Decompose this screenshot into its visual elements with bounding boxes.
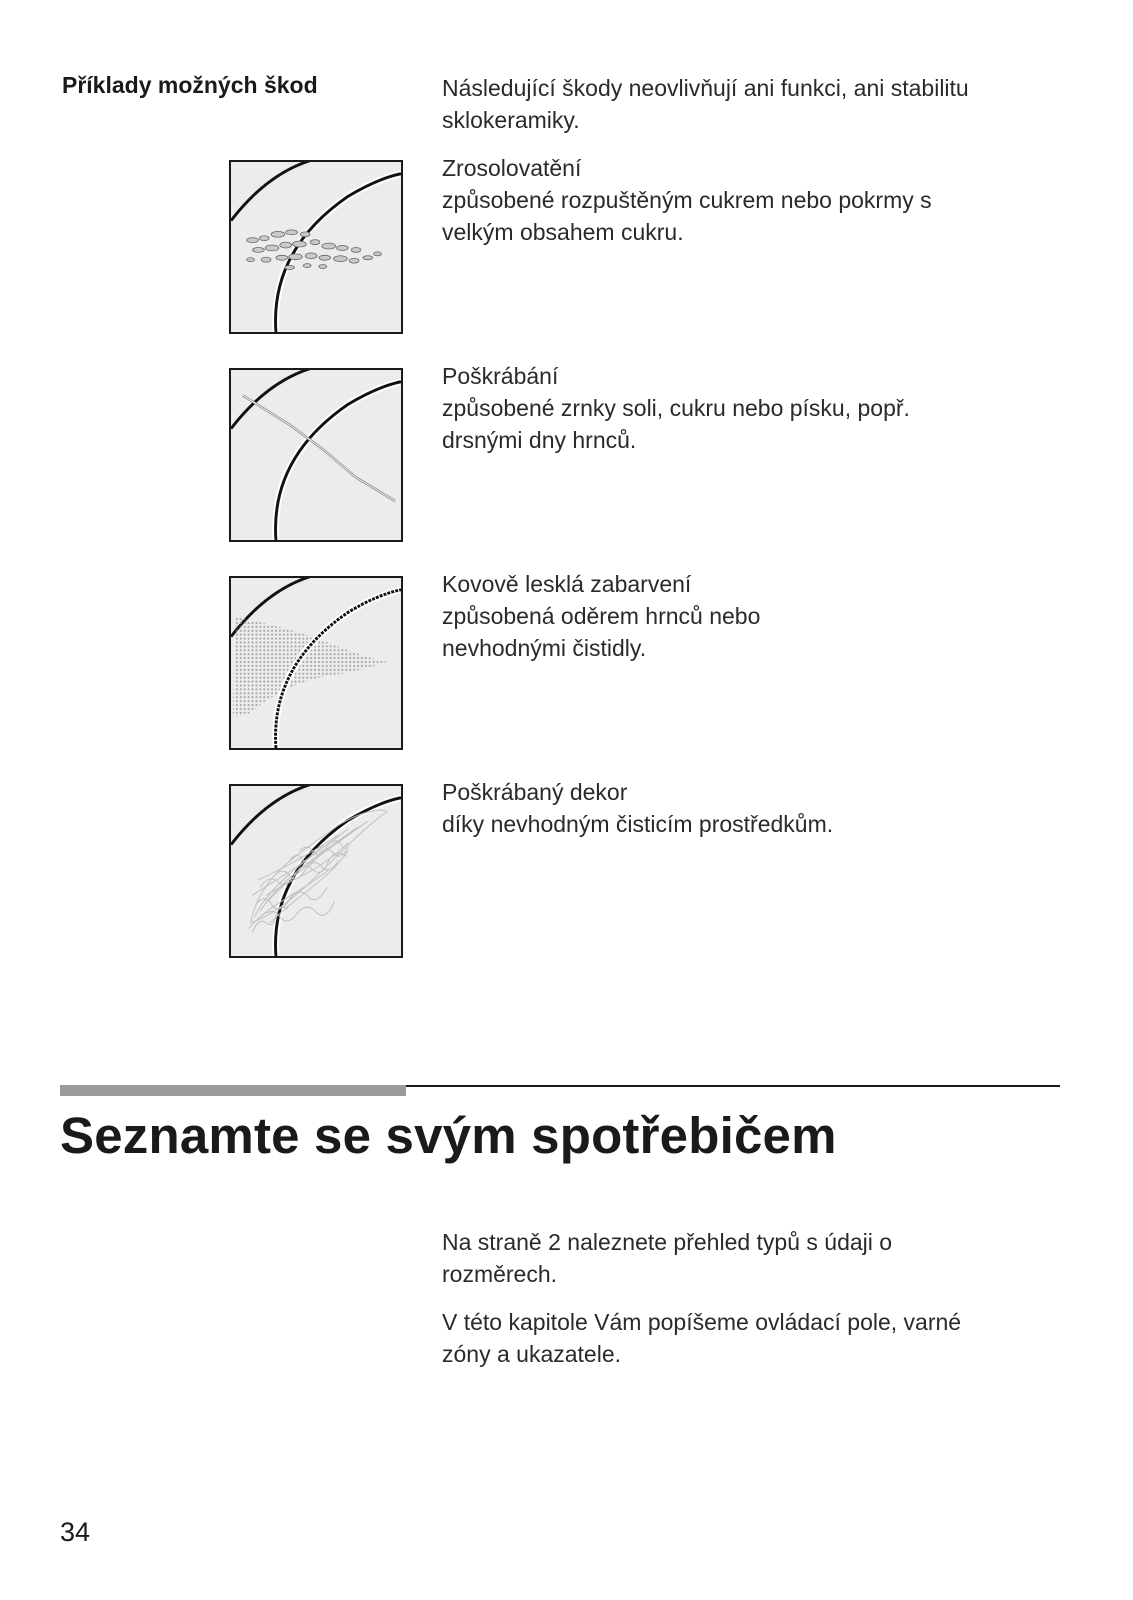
damage-title: Zrosolovatění xyxy=(442,155,582,181)
metallic-discoloration-illustration xyxy=(229,576,403,750)
chapter-p2-line-2: zóny a ukazatele. xyxy=(442,1341,622,1367)
intro-line-1: Následující škody neovlivňují ani funkci, ani stabilitu xyxy=(442,75,969,101)
intro-line-2: sklokeramiky. xyxy=(442,107,580,133)
damage-title: Kovově lesklá zabarvení xyxy=(442,571,692,597)
sugar-damage-icon xyxy=(231,162,401,332)
chapter-p2-line-1: V této kapitole Vám popíšeme ovládací pole, varné xyxy=(442,1309,962,1335)
scratched-decor-illustration xyxy=(229,784,403,958)
chapter-p1-line-1: Na straně 2 naleznete přehled typů s údaji o xyxy=(442,1229,893,1255)
scratch-damage-illustration xyxy=(229,368,403,542)
damage-title: Poškrábání xyxy=(442,363,559,389)
metallic-discoloration-icon xyxy=(231,578,401,748)
chapter-paragraph-2 xyxy=(442,1306,1082,1370)
damage-item-4 xyxy=(442,776,1082,840)
damage-title: Poškrábaný dekor xyxy=(442,779,628,805)
damage-description-line-1: způsobené zrnky soli, cukru nebo písku, popř. xyxy=(442,395,910,421)
chapter-title: Seznamte se svým spotřebičem xyxy=(60,1107,837,1164)
section-heading: Příklady možných škod xyxy=(62,72,318,98)
page-number: 34 xyxy=(60,1517,91,1547)
chapter-divider-bar xyxy=(60,1085,406,1096)
sugar-damage-illustration xyxy=(229,160,403,334)
scratch-damage-icon xyxy=(231,370,401,540)
damage-description-line-1: způsobené rozpuštěným cukrem nebo pokrmy s xyxy=(442,187,932,213)
chapter-p1-line-2: rozměrech. xyxy=(442,1261,558,1287)
damage-item-2 xyxy=(442,360,1082,456)
damage-description-line-2: drsnými dny hrnců. xyxy=(442,427,637,453)
damage-description-line-1: díky nevhodným čisticím prostředkům. xyxy=(442,811,834,837)
damage-item-1 xyxy=(442,152,1082,248)
scratched-decor-icon xyxy=(231,786,401,956)
section-intro xyxy=(442,72,1082,136)
damage-description-line-2: nevhodnými čistidly. xyxy=(442,635,647,661)
damage-item-3 xyxy=(442,568,1082,664)
chapter-paragraph-1 xyxy=(442,1226,1082,1290)
damage-description-line-1: způsobená oděrem hrnců nebo xyxy=(442,603,761,629)
damage-description-line-2: velkým obsahem cukru. xyxy=(442,219,684,245)
